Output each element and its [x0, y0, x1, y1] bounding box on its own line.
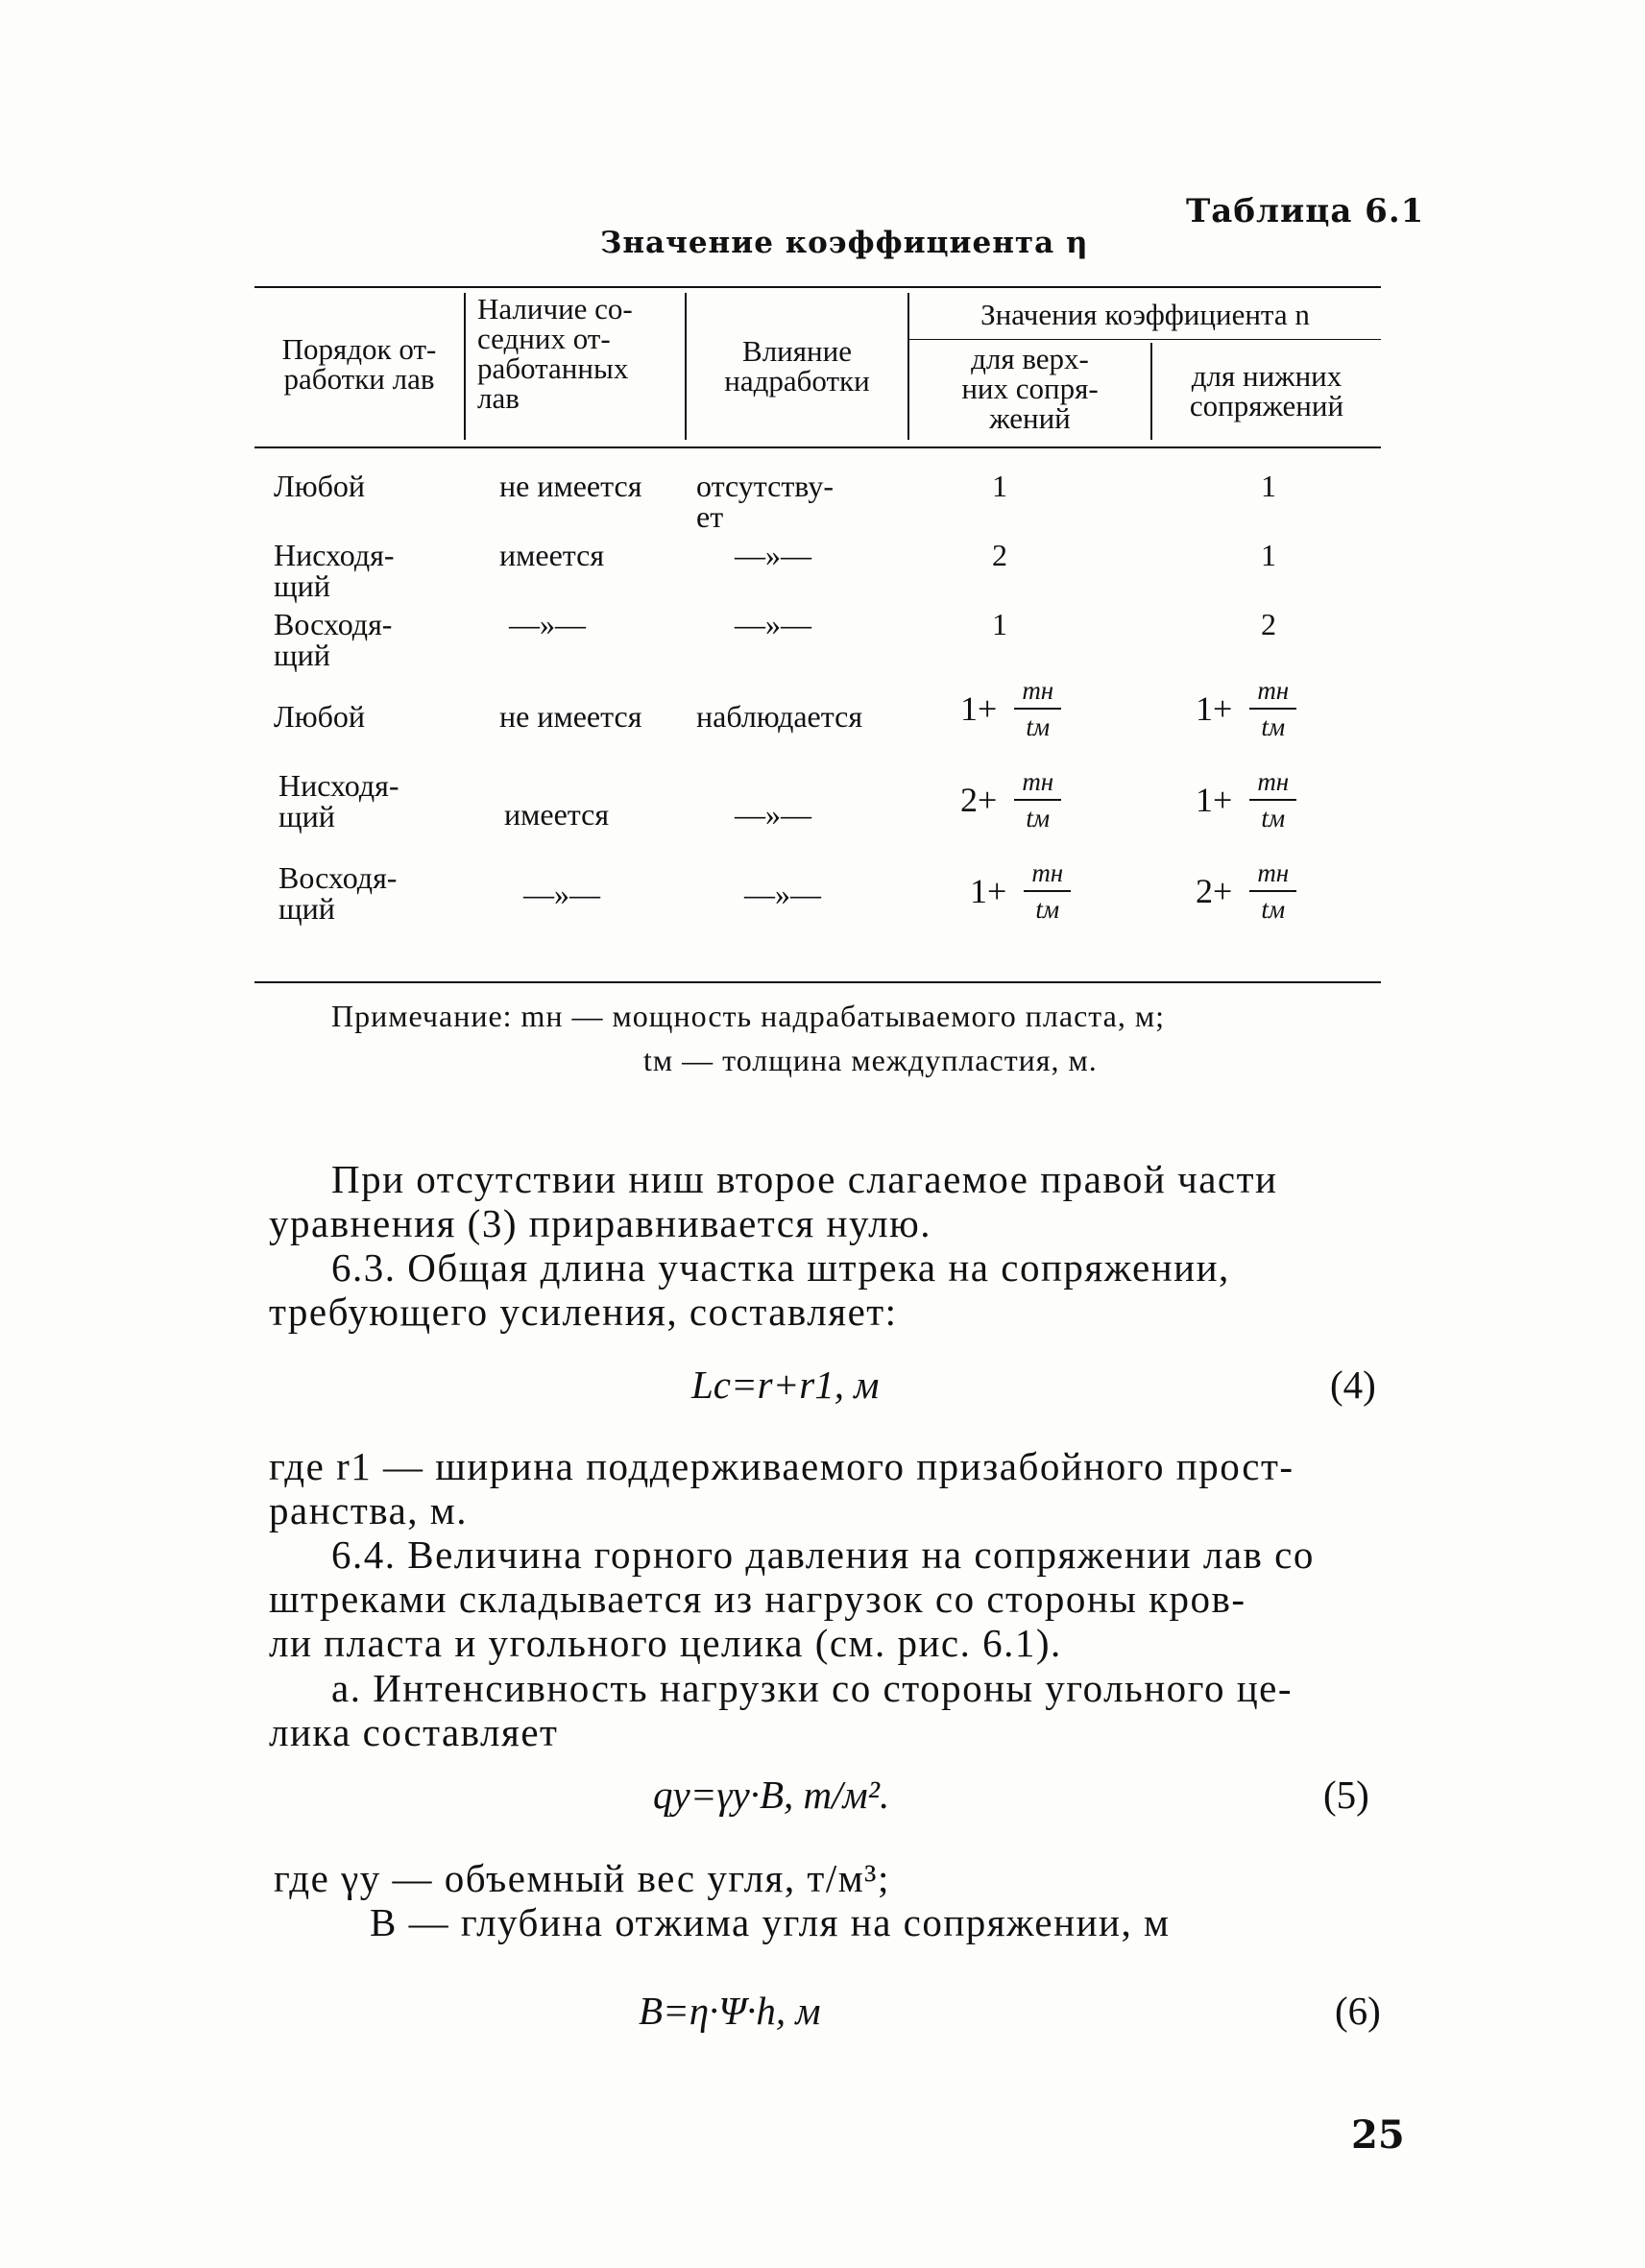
header-influence: Влияние надработки [724, 334, 870, 398]
header-values-group: Значения коэффициента n [980, 298, 1310, 331]
row6-upper-formula: 1+ $\frac{mн}{tм}$ [970, 859, 1071, 923]
table-note-line1: Примечание: mн — мощность надрабатываемого пласта, м; [331, 999, 1165, 1033]
row5-order: Нисходя- щий [278, 768, 399, 833]
row5-lower-formula: 1+ $\frac{mн}{tм}$ [1196, 768, 1296, 832]
row1-lower: 1 [1261, 469, 1276, 503]
paragraph-1: При отсутствии ниш второе слагаемое правой части уравнения (3) приравнивается нулю. [269, 1157, 1278, 1245]
row2-lower: 1 [1261, 538, 1276, 572]
row2-upper: 2 [992, 538, 1007, 572]
paragraph-where-gamma: где γу — объемный вес угля, т/м³; B — глубина отжима угля на сопряжении, м [274, 1856, 1171, 1944]
row3-influence: —»— [735, 607, 811, 641]
row1-order: Любой [274, 469, 366, 503]
paragraph-6-4: 6.4. Величина горного давления на сопряжении лав со штреками складывается из нагрузок со стороны кров- ли пласта и угольного целика (см. рис. 6.1). [269, 1532, 1315, 1665]
row6-neighbors: —»— [523, 877, 600, 911]
equation-4-number: (4) [1330, 1363, 1376, 1407]
page-number: 25 [1351, 2112, 1405, 2158]
row4-lower-formula: 1+ $\frac{mн}{tм}$ [1196, 677, 1296, 740]
header-upper: для верх- них сопря- жений [961, 342, 1099, 435]
paragraph-6-3: 6.3. Общая длина участка штрека на сопряжении, требующего усиления, составляет: [269, 1245, 1230, 1334]
table-bottom-rule [254, 981, 1381, 983]
row2-neighbors: имеется [499, 538, 605, 572]
row4-neighbors: не имеется [499, 699, 642, 734]
row5-upper-formula: 2+ $\frac{mн}{tм}$ [960, 768, 1061, 832]
table-top-rule [254, 286, 1381, 288]
row3-lower: 2 [1261, 607, 1276, 641]
table-title: Значение коэффициента η [600, 226, 1089, 260]
equation-6-number: (6) [1335, 1989, 1381, 2033]
row4-order: Любой [274, 699, 366, 734]
table-note-line2: tм — толщина междупластия, м. [643, 1043, 1098, 1077]
row3-upper: 1 [992, 607, 1007, 641]
row5-influence: —»— [735, 797, 811, 832]
table-number: Таблица 6.1 [1186, 192, 1425, 230]
row2-influence: —»— [735, 538, 811, 572]
header-neighbors: Наличие со- седних от- работанных лав [477, 292, 633, 415]
row3-order: Восходя- щий [274, 607, 393, 672]
row6-order: Восходя- щий [278, 860, 398, 926]
row4-upper-formula: 1+ $\frac{mн}{tм}$ [960, 677, 1061, 740]
header-lower: для нижних сопряжений [1189, 359, 1344, 422]
row6-influence: —»— [744, 877, 821, 911]
equation-5-number: (5) [1323, 1773, 1369, 1817]
equation-5: qу=γу·B, т/м². [653, 1773, 890, 1817]
equation-6: B=η·Ψ·h, м [639, 1989, 821, 2033]
equation-4: Lс=r+r1, м [691, 1363, 880, 1407]
row1-neighbors: не имеется [499, 469, 642, 503]
row4-influence: наблюдается [696, 699, 863, 734]
row2-order: Нисходя- щий [274, 538, 395, 603]
row1-upper: 1 [992, 469, 1007, 503]
values-group-rule [907, 339, 1381, 340]
row6-lower-formula: 2+ $\frac{mн}{tм}$ [1196, 859, 1296, 923]
row5-neighbors: имеется [504, 797, 610, 832]
paragraph-where-r1: где r1 — ширина поддерживаемого призабойного прост- ранства, м. [269, 1444, 1294, 1532]
paragraph-a: а. Интенсивность нагрузки со стороны угольного це- лика составляет [269, 1666, 1294, 1754]
row3-neighbors: —»— [509, 607, 586, 641]
table-header-rule [254, 446, 1381, 448]
row1-influence: отсутству- ет [696, 469, 834, 534]
header-order: Порядок от- работки лав [281, 332, 437, 396]
